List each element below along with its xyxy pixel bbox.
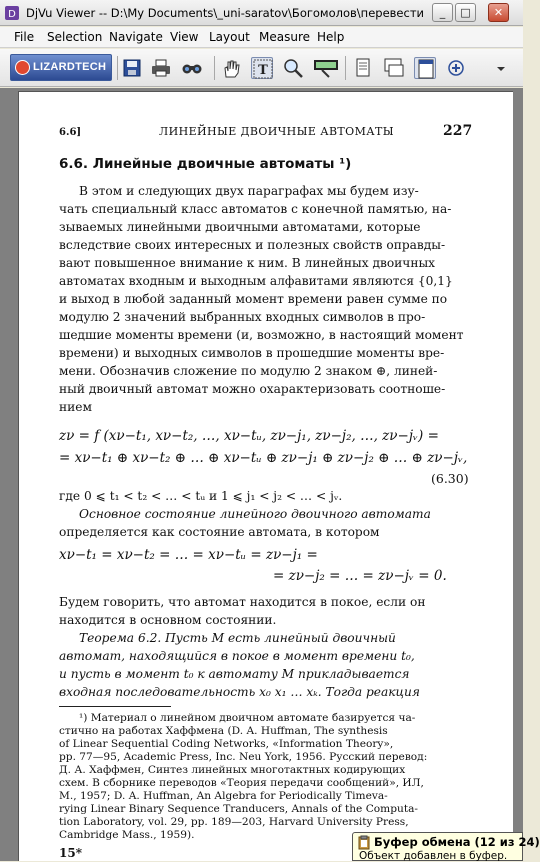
menu-measure[interactable]: Measure	[259, 30, 310, 44]
toolbar-separator	[214, 56, 215, 80]
menu-bar	[0, 27, 523, 48]
body-line: модулю 2 значений выбранных входных символов в про-	[59, 310, 426, 324]
body-line: нием	[59, 400, 92, 414]
body-line: чать специальный класс автоматов с конечной памятью, на-	[59, 202, 452, 216]
menu-help[interactable]: Help	[317, 30, 345, 44]
footnote-line: М., 1957; D. A. Huffman, An Algebra for Periodically Timeva-	[59, 790, 388, 802]
body-line: В этом и следующих двух параграфах мы будем изу-	[79, 184, 419, 198]
print-icon[interactable]	[150, 57, 172, 79]
body-line: мени. Обозначив сложение по модулю 2 знаком ⊕, линей-	[59, 364, 438, 378]
footnote-line: ¹) Материал о линейном двоичном автомате базируется ча-	[79, 712, 416, 724]
body-line: определяется как состояние автомата, в котором	[59, 525, 380, 539]
footnote-line: pp. 77—95, Academic Press, Inc. Neu York, 1956. Русский перевод:	[59, 751, 428, 763]
body-line: времени) и выходных символов в прошедшие моменты вре-	[59, 346, 445, 360]
menu-layout[interactable]: Layout	[209, 30, 250, 44]
equation-line: = zν−j₂ = … = zν−jᵥ = 0.	[273, 568, 447, 584]
equation-line: zν = f (xν−t₁, xν−t₂, …, xν−tᵤ, zν−j₁, zν−j₂, …, zν−jᵥ) =	[59, 428, 439, 444]
body-line: вают повышенное внимание к ним. В линейных двоичных	[59, 256, 436, 270]
footnote-rule	[59, 706, 171, 707]
where-line: где 0 ⩽ t₁ < t₂ < … < tᵤ и 1 ⩽ j₁ < j₂ < … < jᵥ.	[59, 489, 343, 503]
body-line: и выход в любой заданный момент времени равен сумме по	[59, 292, 448, 306]
close-button[interactable]: ✕	[488, 3, 509, 22]
zoom-rect-icon[interactable]	[313, 57, 339, 79]
page-header-title: ЛИНЕЙНЫЕ ДВОИЧНЫЕ АВТОМАТЫ	[159, 125, 394, 138]
footnote-line: Д. А. Хаффмен, Синтез линейных многотактных кодирующих	[59, 764, 406, 776]
body-line: Основное состояние линейного двоичного автомата	[79, 507, 431, 521]
logo-text: LIZARDTECH	[33, 61, 107, 73]
menu-navigate[interactable]: Navigate	[109, 30, 163, 44]
page-header-section: 6.6]	[59, 127, 82, 138]
lizard-icon	[15, 60, 30, 75]
toolbar-separator	[345, 56, 346, 80]
footnote-line: стично на работах Хаффмена (D. A. Huffman, The synthesis	[59, 725, 388, 737]
footnote-line: rying Linear Binary Sequence Tranducers, Annals of the Computa-	[59, 803, 418, 815]
lizardtech-logo[interactable]	[10, 54, 112, 81]
equation-number: (6.30)	[431, 471, 469, 486]
menu-selection[interactable]: Selection	[47, 30, 103, 44]
toolbar	[0, 49, 523, 87]
facing-page-icon[interactable]	[414, 57, 436, 79]
theorem-line: входная последовательность x₀ x₁ … xₖ. Тогда реакция	[59, 685, 420, 699]
body-line: автоматах входным и выходным алфавитами являются {0,1}	[59, 274, 453, 288]
body-line: вследствие своих интересных и полезных свойств оправды-	[59, 238, 446, 252]
window-title: DjVu Viewer -- D:\My Documents\_uni-saratov\Богомолов\перевести	[26, 6, 424, 20]
theorem-line: и пусть в момент t₀ к автомату M прикладывается	[59, 667, 410, 681]
save-icon[interactable]	[121, 57, 143, 79]
single-page-icon[interactable]	[352, 57, 374, 79]
text-select-icon[interactable]	[251, 57, 273, 79]
theorem-line: Теорема 6.2. Пусть M есть линейный двоичный	[79, 631, 396, 645]
zoom-icon[interactable]	[282, 57, 304, 79]
find-icon[interactable]	[181, 57, 203, 79]
clipboard-icon	[357, 836, 371, 849]
body-line: ный двоичный автомат можно охарактеризовать соотноше-	[59, 382, 446, 396]
notification-text: Объект добавлен в буфер.	[359, 850, 508, 862]
body-line: Будем говорить, что автомат находится в покое, если он	[59, 595, 426, 609]
title-bar	[0, 0, 523, 26]
svg-text:T: T	[258, 63, 268, 78]
signature-mark: 15*	[59, 846, 82, 860]
clipboard-notification[interactable]	[352, 832, 540, 862]
body-line: шедшие моменты времени (и, возможно, в настоящий момент	[59, 328, 464, 342]
maximize-button[interactable]: □	[455, 3, 476, 22]
footnote-line: Cambridge Mass., 1959).	[59, 829, 195, 841]
page-number: 227	[443, 123, 473, 139]
body-line: находится в основном состоянии.	[59, 613, 277, 627]
hand-icon[interactable]	[220, 57, 242, 79]
equation-line: xν−t₁ = xν−t₂ = … = xν−tᵤ = zν−j₁ =	[59, 547, 318, 563]
djvu-app-icon	[4, 5, 20, 21]
body-line: зываемых линейными двоичными автоматами, которые	[59, 220, 421, 234]
continuous-page-icon[interactable]	[383, 57, 405, 79]
svg-text:D: D	[8, 9, 16, 20]
menu-view[interactable]: View	[170, 30, 199, 44]
notification-title: Буфер обмена (12 из 24)	[374, 835, 540, 849]
zoom-in-icon[interactable]	[445, 57, 467, 79]
theorem-line: автомат, находящийся в покое в момент времени t₀,	[59, 649, 415, 663]
menu-file[interactable]: File	[14, 30, 35, 44]
equation-line: = xν−t₁ ⊕ xν−t₂ ⊕ … ⊕ xν−tᵤ ⊕ zν−j₁ ⊕ zν−j₂ ⊕ … ⊕ zν−jᵥ,	[59, 450, 468, 466]
overflow-icon[interactable]	[494, 57, 508, 79]
section-title: 6.6. Линейные двоичные автоматы ¹)	[59, 156, 352, 172]
document-page[interactable]	[18, 91, 513, 861]
footnote-line: схем. В сборнике переводов «Теория передачи сообщений», ИЛ,	[59, 777, 424, 789]
footnote-line: of Linear Sequential Coding Networks, «Information Theory»,	[59, 738, 394, 750]
toolbar-separator	[117, 56, 118, 80]
footnote-line: tion Laboratory, vol. 29, pp. 189—203, Harvard University Press,	[59, 816, 409, 828]
minimize-button[interactable]: _	[432, 3, 453, 22]
